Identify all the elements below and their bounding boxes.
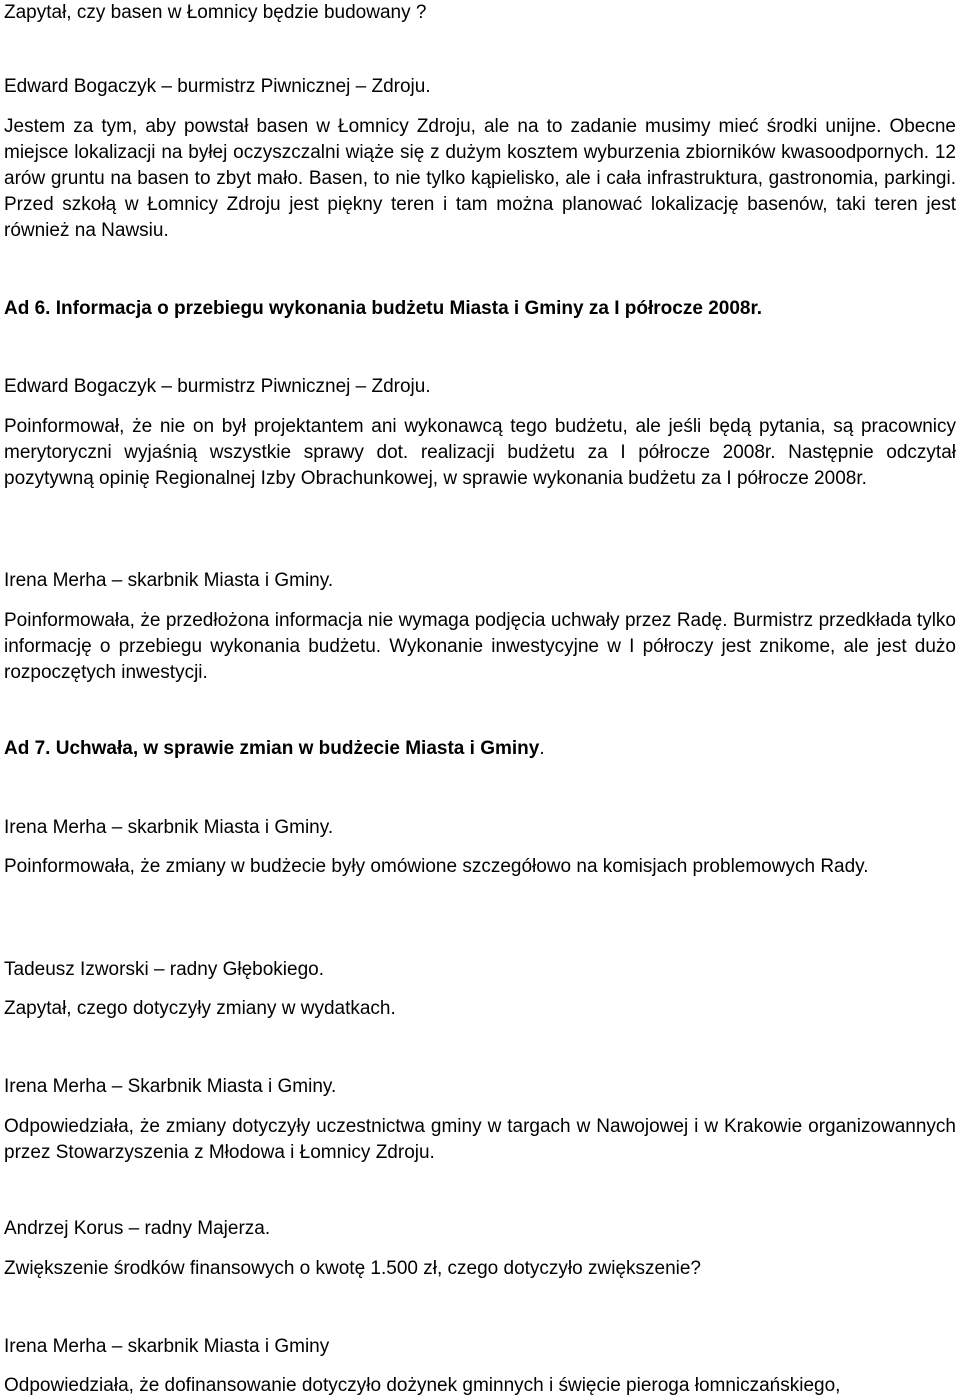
speaker-heading: Irena Merha – skarbnik Miasta i Gminy	[4, 1336, 330, 1357]
statement-paragraph: Poinformował, że nie on był projektantem ani wykonawcą tego budżetu, ale jeśli będą pytania, są pracownicy merytoryczni wyjaśnią wszystkie sprawy dot. realizacji budżetu za I półrocze 2008r. Następnie odczytał pozytywną opinię Regionalnej Izby Obrachunkowej, w sprawie wykonania budżetu za I półrocze 2008r.	[4, 416, 956, 489]
agenda-item-title: Informacja o przebiegu wykonania budżetu Miasta i Gminy za I półrocze 2008r.	[55, 298, 763, 319]
agenda-item-number: Ad 7.	[4, 738, 51, 759]
question-paragraph: Zapytał, czy basen w Łomnicy będzie budowany ?	[4, 2, 427, 23]
statement-paragraph: Poinformowała, że zmiany w budżecie były omówione szczegółowo na komisjach problemowych Rady.	[4, 856, 869, 877]
speaker-heading: Edward Bogaczyk – burmistrz Piwnicznej – Zdroju.	[4, 376, 431, 397]
agenda-item-tail: .	[539, 738, 545, 759]
agenda-item-heading	[4, 296, 956, 322]
agenda-item-number: Ad 6.	[4, 298, 51, 319]
agenda-item-heading	[4, 736, 956, 762]
speaker-heading: Irena Merha – skarbnik Miasta i Gminy.	[4, 817, 334, 838]
agenda-item-title: Uchwała, w sprawie zmian w budżecie Miasta i Gminy	[55, 738, 540, 759]
statement-paragraph: Jestem za tym, aby powstał basen w Łomnicy Zdroju, ale na to zadanie musimy mieć środki unijne. Obecne miejsce lokalizacji na byłej oczyszczalni wiąże się z dużym kosztem wyburzenia zbiorników kwasoodpornych. 12 arów gruntu na basen to zbyt mało. Basen, to nie tylko kąpielisko, ale i cała infrastruktura, gastronomia, parkingi. Przed szkołą w Łomnicy Zdroju jest piękny teren i tam można planować lokalizację basenów, taki teren jest również na Nawsiu.	[4, 116, 956, 241]
speaker-heading: Tadeusz Izworski – radny Głębokiego.	[4, 959, 324, 980]
question-paragraph: Zapytał, czego dotyczyły zmiany w wydatkach.	[4, 998, 396, 1019]
statement-paragraph: Odpowiedziała, że zmiany dotyczyły uczestnictwa gminy w targach w Nawojowej i w Krakowie organizowannych przez Stowarzyszenia z Młodowa i Łomnicy Zdroju.	[4, 1116, 956, 1163]
speaker-heading: Andrzej Korus – radny Majerza.	[4, 1218, 271, 1239]
speaker-heading: Irena Merha – skarbnik Miasta i Gminy.	[4, 570, 334, 591]
statement-paragraph: Odpowiedziała, że dofinansowanie dotyczyło dożynek gminnych i święcie pieroga łomniczańskiego,	[4, 1375, 841, 1396]
speaker-heading: Irena Merha – Skarbnik Miasta i Gminy.	[4, 1076, 337, 1097]
statement-paragraph: Poinformowała, że przedłożona informacja nie wymaga podjęcia uchwały przez Radę. Burmistrz przedkłada tylko informację o przebiegu wykonania budżetu. Wykonanie inwestycyjne w I półroczy jest znikome, ale jest dużo rozpoczętych inwestycji.	[4, 610, 956, 683]
speaker-heading: Edward Bogaczyk – burmistrz Piwnicznej – Zdroju.	[4, 76, 431, 97]
question-paragraph: Zwiększenie środków finansowych o kwotę 1.500 zł, czego dotyczyło zwiększenie?	[4, 1258, 701, 1279]
